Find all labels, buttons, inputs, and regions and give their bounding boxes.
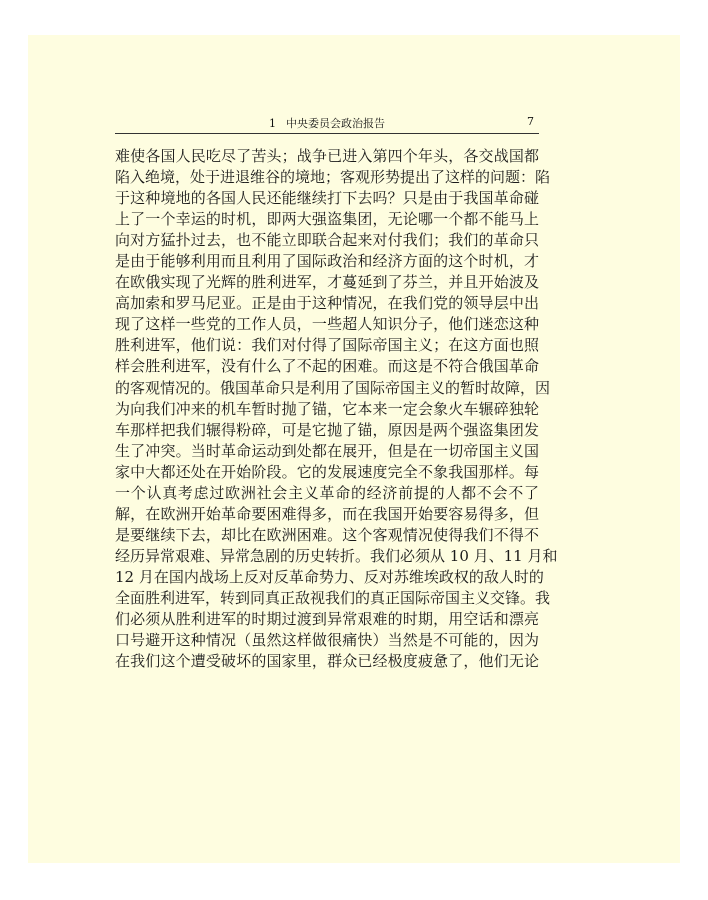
chapter-title: 中央委员会政治报告 — [286, 117, 385, 130]
text-line: 上了一个幸运的时机，即两大强盗集团，无论哪一个都不能马上 — [115, 210, 539, 229]
text-line: 难使各国人民吃尽了苦头；战争已进入第四个年头，各交战国都 — [115, 147, 539, 165]
text-line: 全面胜利进军，转到同真正敌视我们的真正国际帝国主义交锋。我 — [115, 588, 551, 607]
text-line: 口号避开这种情况（虽然这样做很痛快）当然是不可能的，因为 — [115, 631, 539, 650]
text-line: 在欧俄实现了光辉的胜利进军，才蔓延到了芬兰，并且开始波及 — [115, 273, 539, 292]
text-line: 生了冲突。当时革命运动到处都在展开，但是在一切帝国主义国 — [115, 441, 539, 460]
body-text — [115, 146, 558, 672]
text-line: 是由于能够利用而且利用了国际政治和经济方面的这个时机，才 — [115, 252, 539, 271]
text-line: 向对方猛扑过去，也不能立即联合起来对付我们；我们的革命只 — [115, 231, 539, 250]
text-line: 胜利进军，他们说：我们对付得了国际帝国主义；在这方面也照 — [115, 336, 539, 355]
text-line: 在我们这个遭受破坏的国家里，群众已经极度疲惫了，他们无论 — [115, 652, 539, 671]
chapter-number: 1 — [269, 117, 276, 130]
text-line: 车那样把我们辗得粉碎，可是它抛了锚，原因是两个强盗集团发 — [115, 420, 539, 439]
running-header — [115, 113, 539, 134]
text-line: 经历异常艰难、异常急剧的历史转折。我们必须从 10 月、11 月和 — [115, 546, 558, 565]
text-line: 的客观情况的。俄国革命只是利用了国际帝国主义的暂时故障，因 — [115, 378, 551, 397]
text-line: 高加索和罗马尼亚。正是由于这种情况，在我们党的领导层中出 — [115, 294, 539, 313]
text-line: 们必须从胜利进军的时期过渡到异常艰难的时期，用空话和漂亮 — [115, 610, 539, 629]
page-number: 7 — [527, 115, 534, 128]
header-title — [115, 115, 539, 131]
text-line: 现了这样一些党的工作人员，一些超人知识分子，他们迷恋这种 — [115, 315, 539, 334]
text-line: 解，在欧洲开始革命要困难得多，而在我国开始要容易得多，但 — [115, 504, 539, 523]
text-line: 样会胜利进军，没有什么了不起的困难。而这是不符合俄国革命 — [115, 357, 539, 376]
text-line: 陷入绝境，处于进退维谷的境地；客观形势提出了这样的问题：陷 — [115, 168, 551, 187]
text-line: 12 月在国内战场上反对反革命势力、反对苏维埃政权的敌人时的 — [115, 567, 544, 586]
text-line: 一个认真考虑过欧洲社会主义革命的经济前提的人都不会不了 — [115, 483, 539, 502]
text-line: 为向我们冲来的机车暂时抛了锚，它本来一定会象火车辗碎独轮 — [115, 399, 539, 418]
text-line: 是要继续下去，却比在欧洲困难。这个客观情况使得我们不得不 — [115, 525, 539, 544]
text-line: 于这种境地的各国人民还能继续打下去吗？只是由于我国革命碰 — [115, 189, 539, 208]
text-line: 家中大都还处在开始阶段。它的发展速度完全不象我国那样。每 — [115, 462, 539, 481]
